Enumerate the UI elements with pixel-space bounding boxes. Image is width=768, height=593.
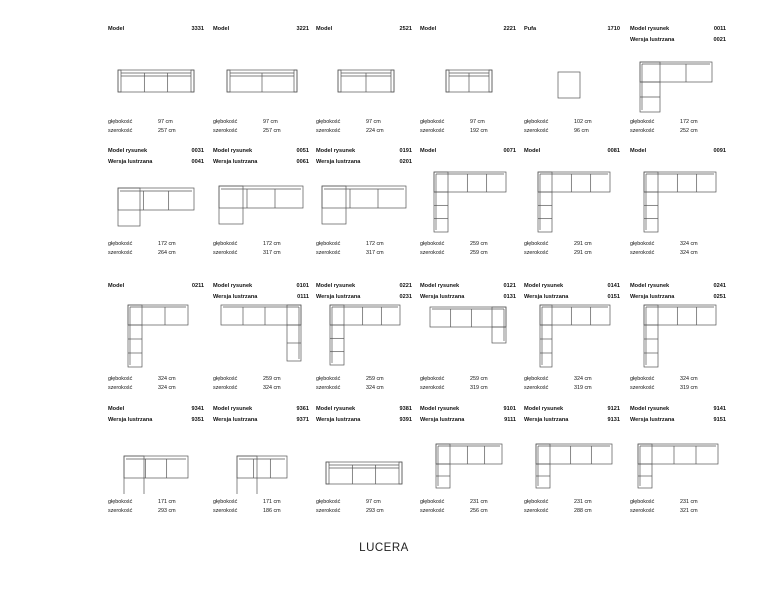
sofa-2-5-icon xyxy=(316,42,412,114)
depth-label: głębokość xyxy=(420,119,445,125)
sofa-icon xyxy=(316,422,412,494)
model-cell xyxy=(213,148,309,266)
model-code: 9141 xyxy=(713,406,726,412)
width-value: 192 cm xyxy=(470,128,488,134)
model-code: 0221 xyxy=(399,283,412,289)
width-label: szerokość xyxy=(524,385,549,391)
mirror-label: Wersja lustrzana xyxy=(630,294,675,300)
width-label: szerokość xyxy=(524,508,549,514)
depth-value: 97 cm xyxy=(470,119,485,125)
depth-value: 97 cm xyxy=(263,119,278,125)
width-label: szerokość xyxy=(420,128,445,134)
width-value: 317 cm xyxy=(366,250,384,256)
mirror-label: Wersja lustrzana xyxy=(108,417,153,423)
model-label: Model rysunek xyxy=(420,406,460,412)
width-label: szerokość xyxy=(108,385,133,391)
depth-label: głębokość xyxy=(524,241,549,247)
mirror-code: 0201 xyxy=(399,159,412,165)
width-label: szerokość xyxy=(630,385,655,391)
depth-value: 102 cm xyxy=(574,119,592,125)
width-value: 319 cm xyxy=(680,385,698,391)
width-label: szerokość xyxy=(630,250,655,256)
mirror-label: Wersja lustrzana xyxy=(630,417,675,423)
depth-value: 97 cm xyxy=(366,499,381,505)
model-cell xyxy=(420,148,516,266)
mirror-code: 9351 xyxy=(191,417,204,423)
l-sofa-icon xyxy=(108,299,204,371)
model-code: 0031 xyxy=(191,148,204,154)
depth-value: 324 cm xyxy=(574,376,592,382)
width-value: 252 cm xyxy=(680,128,698,134)
width-value: 256 cm xyxy=(470,508,488,514)
width-value: 186 cm xyxy=(263,508,281,514)
width-value: 324 cm xyxy=(366,385,384,391)
mirror-label: Wersja lustrzana xyxy=(524,294,569,300)
depth-value: 259 cm xyxy=(470,376,488,382)
model-label: Model rysunek xyxy=(420,283,460,289)
model-label: Model rysunek xyxy=(108,148,148,154)
width-value: 257 cm xyxy=(158,128,176,134)
sofa-2-2-icon xyxy=(420,42,516,114)
width-label: szerokość xyxy=(108,128,133,134)
model-label: Model xyxy=(420,26,437,32)
l-sofa-icon xyxy=(630,422,726,494)
width-value: 293 cm xyxy=(158,508,176,514)
depth-value: 291 cm xyxy=(574,241,592,247)
sofa-3-3-icon xyxy=(108,42,204,114)
width-value: 324 cm xyxy=(680,250,698,256)
mirror-label: Wersja lustrzana xyxy=(316,417,361,423)
width-value: 257 cm xyxy=(263,128,281,134)
width-label: szerokość xyxy=(108,508,133,514)
model-label: Model rysunek xyxy=(524,283,564,289)
mirror-code: 9391 xyxy=(399,417,412,423)
width-value: 288 cm xyxy=(574,508,592,514)
depth-label: głębokość xyxy=(420,376,445,382)
width-value: 324 cm xyxy=(263,385,281,391)
width-label: szerokość xyxy=(524,128,549,134)
model-label: Model xyxy=(524,148,541,154)
l-sofa-icon xyxy=(524,422,620,494)
mirror-code: 0061 xyxy=(296,159,309,165)
depth-label: głębokość xyxy=(108,119,133,125)
model-label: Model xyxy=(108,26,125,32)
model-cell xyxy=(630,283,726,401)
model-label: Model rysunek xyxy=(213,406,253,412)
width-value: 259 cm xyxy=(470,250,488,256)
width-value: 96 cm xyxy=(574,128,589,134)
mirror-label: Wersja lustrzana xyxy=(213,294,258,300)
width-label: szerokość xyxy=(213,128,238,134)
depth-label: głębokość xyxy=(316,241,341,247)
depth-label: głębokość xyxy=(213,119,238,125)
mirror-code: 0231 xyxy=(399,294,412,300)
width-value: 319 cm xyxy=(470,385,488,391)
corner-sofa-icon xyxy=(213,164,309,236)
depth-value: 259 cm xyxy=(263,376,281,382)
model-cell xyxy=(524,406,620,524)
model-code: 0051 xyxy=(296,148,309,154)
depth-value: 172 cm xyxy=(158,241,176,247)
corner-sofa-icon xyxy=(316,164,412,236)
model-cell xyxy=(630,148,726,266)
depth-label: głębokość xyxy=(630,241,655,247)
model-label: Model rysunek xyxy=(316,406,356,412)
model-cell xyxy=(316,26,412,144)
depth-label: głębokość xyxy=(524,119,549,125)
depth-label: głębokość xyxy=(420,499,445,505)
depth-label: głębokość xyxy=(108,376,133,382)
model-cell xyxy=(630,406,726,524)
l-sofa-icon xyxy=(524,299,620,371)
mirror-code: 0111 xyxy=(297,294,309,300)
depth-label: głębokość xyxy=(630,119,655,125)
model-label: Model xyxy=(108,406,125,412)
model-cell xyxy=(420,406,516,524)
mirror-label: Wersja lustrzana xyxy=(213,159,258,165)
model-code: 9361 xyxy=(296,406,309,412)
depth-value: 97 cm xyxy=(366,119,381,125)
width-value: 264 cm xyxy=(158,250,176,256)
depth-label: głębokość xyxy=(316,376,341,382)
model-label: Model xyxy=(420,148,437,154)
model-cell xyxy=(213,283,309,401)
depth-value: 259 cm xyxy=(470,241,488,247)
model-cell xyxy=(524,283,620,401)
model-cell xyxy=(213,26,309,144)
depth-label: głębokość xyxy=(630,376,655,382)
depth-label: głębokość xyxy=(213,376,238,382)
depth-value: 172 cm xyxy=(680,119,698,125)
model-label: Model rysunek xyxy=(316,148,356,154)
model-code: 2221 xyxy=(503,26,516,32)
width-label: szerokość xyxy=(213,508,238,514)
model-label: Model xyxy=(108,283,125,289)
width-label: szerokość xyxy=(420,385,445,391)
model-cell xyxy=(316,148,412,266)
width-value: 293 cm xyxy=(366,508,384,514)
l-sofa-icon xyxy=(213,299,309,371)
l-sofa-icon xyxy=(524,164,620,236)
depth-value: 231 cm xyxy=(680,499,698,505)
depth-value: 97 cm xyxy=(158,119,173,125)
corner-sofa-icon xyxy=(108,422,204,494)
model-cell xyxy=(420,26,516,144)
model-cell xyxy=(630,26,726,144)
depth-value: 259 cm xyxy=(366,376,384,382)
width-label: szerokość xyxy=(524,250,549,256)
depth-value: 231 cm xyxy=(574,499,592,505)
model-code: 0081 xyxy=(607,148,620,154)
model-cell xyxy=(213,406,309,524)
model-cell xyxy=(316,283,412,401)
depth-label: głębokość xyxy=(420,241,445,247)
model-label: Pufa xyxy=(524,26,537,32)
model-code: 2521 xyxy=(399,26,412,32)
depth-value: 231 cm xyxy=(470,499,488,505)
depth-label: głębokość xyxy=(316,499,341,505)
model-label: Model rysunek xyxy=(630,406,670,412)
l-sofa-icon xyxy=(420,299,516,371)
model-code: 0091 xyxy=(713,148,726,154)
model-cell xyxy=(108,26,204,144)
mirror-code: 0041 xyxy=(191,159,204,165)
pouf-icon xyxy=(524,42,620,114)
mirror-code: 0021 xyxy=(713,37,726,43)
mirror-code: 0131 xyxy=(503,294,516,300)
width-label: szerokość xyxy=(316,508,341,514)
mirror-label: Wersja lustrzana xyxy=(524,417,569,423)
mirror-code: 9111 xyxy=(504,417,516,423)
l-sofa-icon xyxy=(316,299,412,371)
model-code: 9101 xyxy=(503,406,516,412)
model-code: 3331 xyxy=(191,26,204,32)
l-sofa-icon xyxy=(630,164,726,236)
model-code: 1710 xyxy=(607,26,620,32)
model-cell xyxy=(420,283,516,401)
width-label: szerokość xyxy=(420,250,445,256)
mirror-code: 0251 xyxy=(713,294,726,300)
model-label: Model rysunek xyxy=(630,283,670,289)
brand-logo: LUCERA xyxy=(359,542,409,554)
corner-sofa-icon xyxy=(108,164,204,236)
width-label: szerokość xyxy=(108,250,133,256)
sofa-3-2-icon xyxy=(213,42,309,114)
model-code: 0121 xyxy=(503,283,516,289)
l-sofa-icon xyxy=(420,164,516,236)
model-code: 3221 xyxy=(296,26,309,32)
model-label: Model rysunek xyxy=(316,283,356,289)
depth-label: głębokość xyxy=(108,499,133,505)
mirror-label: Wersja lustrzana xyxy=(108,159,153,165)
model-cell xyxy=(108,148,204,266)
model-code: 0241 xyxy=(713,283,726,289)
depth-value: 324 cm xyxy=(158,376,176,382)
model-code: 0141 xyxy=(607,283,620,289)
mirror-label: Wersja lustrzana xyxy=(420,294,465,300)
model-cell xyxy=(108,283,204,401)
model-code: 9121 xyxy=(607,406,620,412)
l-sofa-icon xyxy=(420,422,516,494)
model-label: Model xyxy=(213,26,230,32)
mirror-code: 9131 xyxy=(607,417,620,423)
width-value: 319 cm xyxy=(574,385,592,391)
width-label: szerokość xyxy=(213,385,238,391)
model-label: Model rysunek xyxy=(524,406,564,412)
width-label: szerokość xyxy=(316,128,341,134)
width-value: 324 cm xyxy=(158,385,176,391)
depth-label: głębokość xyxy=(524,376,549,382)
width-label: szerokość xyxy=(316,250,341,256)
mirror-code: 9151 xyxy=(713,417,726,423)
width-value: 317 cm xyxy=(263,250,281,256)
model-code: 0011 xyxy=(713,26,726,32)
depth-label: głębokość xyxy=(108,241,133,247)
depth-value: 171 cm xyxy=(158,499,176,505)
model-label: Model xyxy=(316,26,333,32)
width-value: 291 cm xyxy=(574,250,592,256)
model-code: 0101 xyxy=(296,283,309,289)
model-code: 0071 xyxy=(503,148,516,154)
model-cell xyxy=(524,148,620,266)
depth-value: 171 cm xyxy=(263,499,281,505)
l-sofa-icon xyxy=(630,299,726,371)
model-code: 0191 xyxy=(399,148,412,154)
model-code: 9381 xyxy=(399,406,412,412)
width-label: szerokość xyxy=(630,128,655,134)
depth-value: 172 cm xyxy=(263,241,281,247)
width-label: szerokość xyxy=(213,250,238,256)
corner-sofa-icon xyxy=(213,422,309,494)
mirror-label: Wersja lustrzana xyxy=(316,294,361,300)
mirror-label: Wersja lustrzana xyxy=(420,417,465,423)
depth-label: głębokość xyxy=(213,241,238,247)
mirror-code: 0151 xyxy=(607,294,620,300)
depth-label: głębokość xyxy=(630,499,655,505)
model-cell xyxy=(316,406,412,524)
width-value: 321 cm xyxy=(680,508,698,514)
depth-value: 324 cm xyxy=(680,241,698,247)
mirror-code: 9371 xyxy=(296,417,309,423)
model-code: 9341 xyxy=(191,406,204,412)
model-cell xyxy=(524,26,620,144)
model-label: Model xyxy=(630,148,647,154)
width-value: 224 cm xyxy=(366,128,384,134)
model-code: 0211 xyxy=(191,283,204,289)
mirror-label: Wersja lustrzana xyxy=(630,37,675,43)
width-label: szerokość xyxy=(630,508,655,514)
model-label: Model rysunek xyxy=(213,283,253,289)
mirror-label: Wersja lustrzana xyxy=(316,159,361,165)
width-label: szerokość xyxy=(316,385,341,391)
model-label: Model rysunek xyxy=(213,148,253,154)
mirror-label: Wersja lustrzana xyxy=(213,417,258,423)
corner-sofa-icon xyxy=(630,42,726,114)
model-cell xyxy=(108,406,204,524)
model-label: Model rysunek xyxy=(630,26,670,32)
depth-label: głębokość xyxy=(213,499,238,505)
depth-label: głębokość xyxy=(316,119,341,125)
width-label: szerokość xyxy=(420,508,445,514)
depth-value: 172 cm xyxy=(366,241,384,247)
depth-value: 324 cm xyxy=(680,376,698,382)
depth-label: głębokość xyxy=(524,499,549,505)
